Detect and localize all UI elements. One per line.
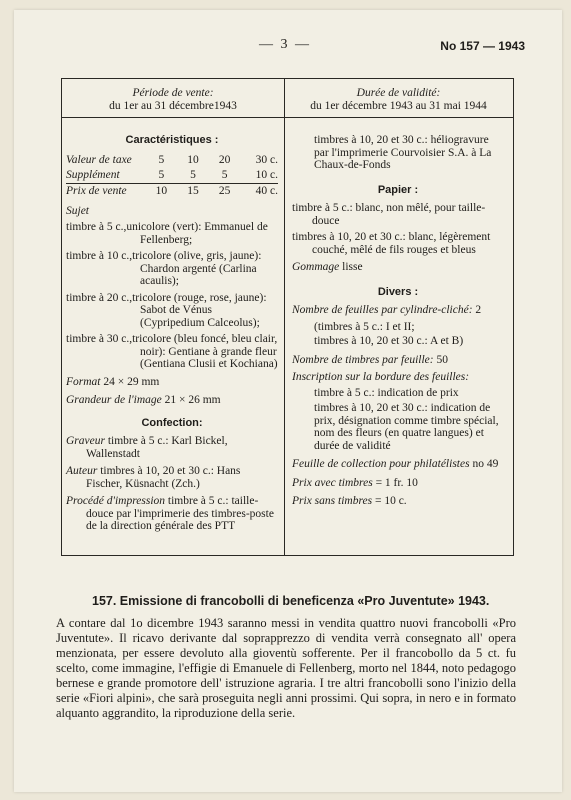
misc-heading: Divers :: [377, 285, 419, 298]
stamps-value: 50: [436, 353, 448, 366]
rate-value: 10 c.: [240, 168, 278, 184]
subject-label: Sujet: [66, 204, 89, 217]
subject-key: timbre à 5 c.,: [66, 221, 127, 233]
left-column: [66, 134, 278, 537]
process-label: Procédé d'impression: [66, 495, 166, 507]
rate-value: 30 c.: [255, 153, 278, 166]
rate-value: 5: [158, 153, 165, 166]
author-text: timbres à 10, 20 et 30 c.: Hans Fischer, Küsnacht (Zch.): [86, 465, 241, 490]
gum-label: Gommage: [292, 261, 340, 273]
sheets-value: 2: [475, 304, 482, 316]
issue-number: No 157 — 1943: [440, 39, 525, 53]
rate-value: 5: [146, 168, 178, 184]
collection-label: Feuille de collection pour philatélistes: [292, 458, 470, 470]
subject-item: [66, 221, 278, 246]
image-size-value: 21 × 26 mm: [164, 394, 221, 406]
rate-value: 5: [209, 168, 241, 184]
gum-value: lisse: [342, 261, 363, 273]
paper-item: timbres à 10, 20 et 30 c.: blanc, légèrement couché, mêlé de fils rouges et bleus: [292, 231, 491, 256]
rate-value: 15: [187, 184, 199, 197]
rate-label: Valeur de taxe: [66, 153, 132, 166]
paper-heading: Papier :: [377, 183, 419, 196]
subject-text: tricolore (rouge, rose, jaune): Sabot de Vénus (Cypripedium Calceolus);: [132, 291, 267, 329]
validity-period: [285, 87, 512, 113]
process-text: timbre à 5 c.: taille-douce par l'imprimerie des timbres-poste de la direction générale des PTT: [86, 495, 274, 532]
characteristics-heading: Caractéristiques :: [125, 134, 219, 146]
rate-row: [66, 153, 278, 168]
validity-title: Durée de validité:: [356, 87, 441, 99]
collection-line: [292, 458, 504, 471]
price-without-line: [292, 495, 504, 508]
inscription-item: timbres à 10, 20 et 30 c.: indication de prix, désignation comme timbre spécial, nom des fleurs (en quatre langues) et durée de validité: [314, 402, 499, 452]
format-label: Format: [66, 375, 101, 388]
author-label: Auteur: [66, 465, 98, 477]
subject-text: tricolore (bleu foncé, bleu clair, noir): Gentiane à grande fleur (Gentiana Clusii et Kochiana): [132, 333, 278, 370]
format-value: 24 × 29 mm: [103, 375, 160, 388]
gum-line: [292, 261, 504, 274]
subject-key: timbre à 30 c.,: [66, 333, 133, 345]
price-without-label: Prix sans timbres: [292, 495, 373, 507]
validity-range: du 1er décembre 1943 au 31 mai 1944: [310, 100, 487, 112]
engraver-text: timbre à 5 c.: Karl Bickel, Wallenstadt: [86, 435, 228, 460]
paper-item: timbre à 5 c.: blanc, non mêlé, pour taille-douce: [292, 202, 486, 227]
rate-value: 20: [218, 153, 231, 166]
sale-period-range: du 1er au 31 décembre1943: [109, 100, 237, 112]
format-line: [66, 376, 278, 389]
rate-value: 40 c.: [255, 184, 278, 197]
sheets-line: [292, 304, 504, 317]
process-line: [66, 495, 278, 533]
sheets-label: Nombre de feuilles par cylindre-cliché:: [292, 304, 473, 316]
page-number: — 3 —: [259, 37, 311, 52]
right-column: [292, 134, 504, 508]
rate-value: 10: [155, 184, 168, 197]
engraver-label: Graveur: [66, 435, 105, 447]
sale-period-title: Période de vente:: [132, 87, 214, 99]
confection-heading: Confection:: [141, 416, 203, 429]
author-line: [66, 465, 278, 490]
subject-text: unicolore (vert): Emmanuel de Fellenberg;: [126, 221, 268, 246]
rates-table: [66, 153, 278, 199]
rate-row: [66, 168, 278, 184]
engraver-line: [66, 435, 278, 460]
header-divider: [61, 117, 513, 118]
rate-value: 5: [177, 168, 209, 184]
subject-text: tricolore (olive, gris, jaune): Chardon argenté (Carlina acaulis);: [132, 250, 262, 287]
subject-key: timbre à 10 c.,: [66, 250, 133, 262]
image-size-label: Grandeur de l'image: [66, 394, 162, 406]
rate-value: 10: [187, 153, 199, 166]
subject-item: [66, 333, 278, 371]
rate-label: Supplément: [66, 168, 146, 184]
sheets-item: timbres à 10, 20 et 30 c.: A et B): [314, 335, 464, 347]
sheets-item: (timbres à 5 c.: I et II;: [314, 320, 415, 333]
rate-row: [66, 183, 278, 199]
rate-label: Prix de vente: [66, 184, 127, 197]
subject-item: [66, 292, 278, 330]
stamps-label: Nombre de timbres par feuille:: [292, 353, 434, 366]
price-with-line: [292, 477, 504, 490]
article-title: 157. Emissione di francobolli di beneficenza «Pro Juventute» 1943.: [92, 594, 490, 608]
article-body: A contare dal 1o dicembre 1943 saranno messi in vendita quattro nuovi francobolli «Pro Juventute». Il ricavo derivante dal soprapprezzo di vendita verrà consegnato all' opera menzionata, per essere devoluto alla gioventù sofferente. Per il francobollo da 5 ct. fu scelto, come immagine, l'effigie di Emanuele di Fellenberg, morto nel 1844, noto pedagogo bernese e grande promotore dell' istruzione agraria. I tre altri francobolli sono l'inizio della serie «Fiori alpini», che sarà proseguita negli anni prossimi. Qui sopra, in nero e in formato alquanto aggrandito, la riproduzione della serie.: [56, 616, 516, 720]
price-without-value: = 10 c.: [374, 495, 407, 507]
price-with-label: Prix avec timbres: [292, 476, 373, 489]
column-divider: [284, 78, 285, 555]
subject-key: timbre à 20 c.,: [66, 291, 133, 304]
stamps-line: [292, 354, 504, 367]
collection-value: no 49: [472, 458, 499, 470]
price-with-value: = 1 fr. 10: [375, 476, 418, 489]
inscription-item: timbre à 5 c.: indication de prix: [314, 386, 459, 399]
inscription-label: Inscription sur la bordure des feuilles:: [292, 371, 470, 383]
subject-item: [66, 250, 278, 288]
sale-period: [62, 87, 284, 113]
image-size-line: [66, 394, 278, 407]
rate-value: 25: [218, 184, 231, 197]
process-continued: timbres à 10, 20 et 30 c.: héliogravure par l'imprimerie Courvoisier S.A. à La Chaux-de-Fonds: [314, 134, 492, 171]
